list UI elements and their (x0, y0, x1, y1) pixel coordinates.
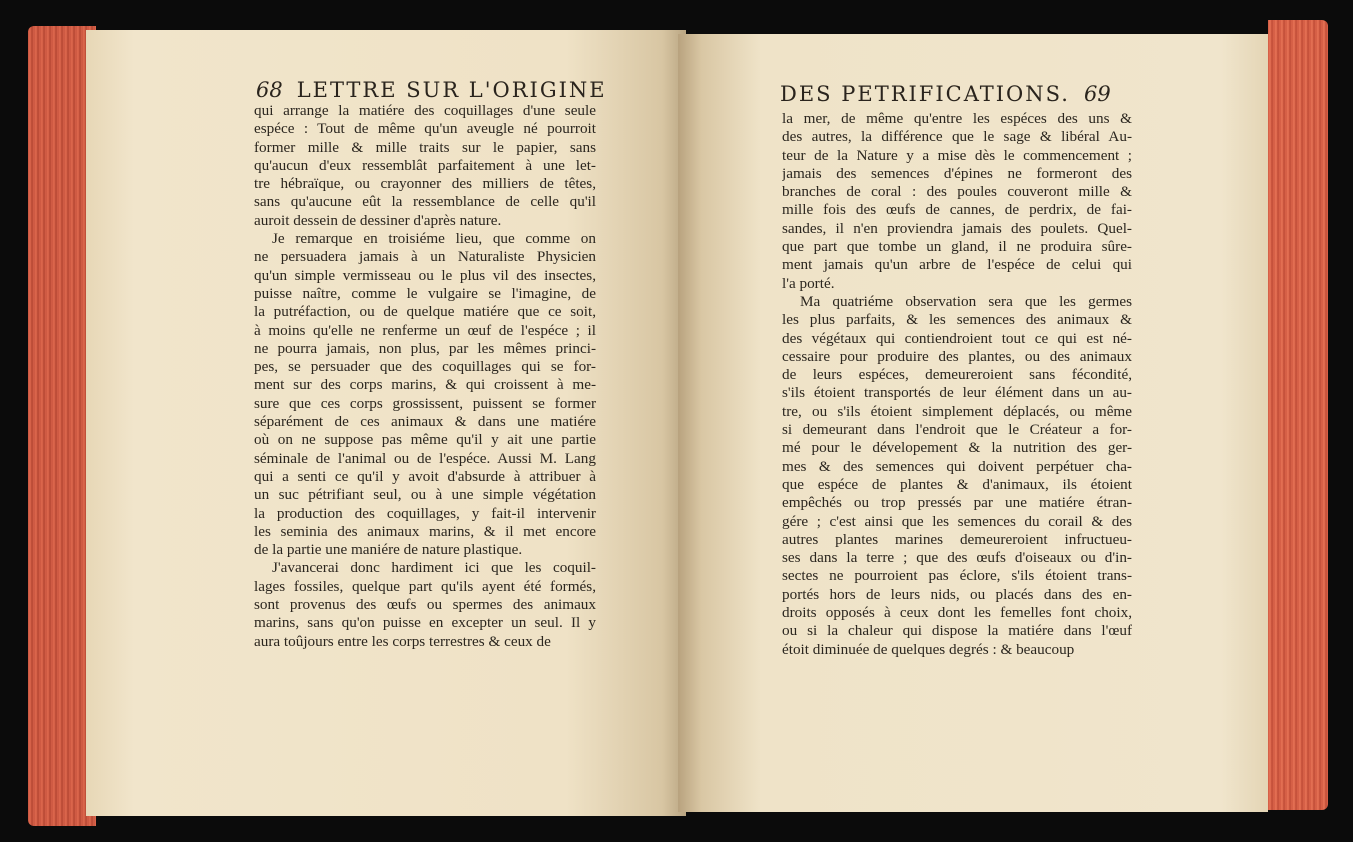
text-line: l'a porté. (782, 274, 835, 292)
text-line: ment sur des corps marins, & qui croissent à me- (254, 376, 596, 394)
text-line: des autres, la différence que le sage & libéral Au- (782, 128, 1132, 146)
text-line: les seminia des animaux marins, & il met encore (254, 522, 596, 540)
text-line: si demeurant dans l'endroit que le Créateur a for- (782, 421, 1132, 439)
text-line: tre, ou s'ils étoient simplement déplacés, ou même (782, 402, 1132, 420)
text-line: Ma quatriéme observation sera que les germes (800, 292, 1132, 310)
text-line: la putréfaction, ou de quelque matiére que ce soit, (254, 303, 596, 321)
open-book (28, 20, 1328, 828)
text-line: Je remarque en troisiéme lieu, que comme on (272, 230, 596, 248)
text-line: ment jamais qu'un arbre de l'espéce de celui qui (782, 256, 1132, 274)
text-line: de leurs espéces, demeureroient sans fécondité, (782, 366, 1132, 384)
text-line: droits opposés à ceux dont les femelles font choix, (782, 604, 1132, 622)
text-line: la mer, de même qu'entre les espéces des uns & (782, 110, 1132, 127)
right-page-header (780, 82, 1111, 106)
text-line: la production des coquillages, y fait-il intervenir (254, 504, 596, 522)
text-line: les plus parfaits, & les semences des animaux & (782, 311, 1132, 329)
text-line: J'avancerai donc hardiment ici que les coquil- (272, 559, 596, 577)
text-line: sectes ne pourroient pas éclore, s'ils étoient trans- (782, 567, 1132, 585)
right-page (678, 34, 1268, 812)
text-line: pes, se persuader que des coquillages qui se for- (254, 358, 596, 376)
text-line: qui arrange la matiére des coquillages d'une seule (254, 102, 596, 119)
text-line: sure que ces corps grossissent, puissent se former (254, 394, 596, 412)
text-line: ou si la chaleur qui dispose la matiére dans l'œuf (782, 622, 1132, 640)
text-line: gére ; c'est ainsi que les semences du corail & des (782, 512, 1132, 530)
text-line: mé pour le dévelopement & la nutrition des ger- (782, 439, 1132, 457)
left-running-title: LETTRE SUR L'ORIGINE (296, 78, 607, 102)
text-line: qu'aucun d'eux ressemblât parfaitement à une let- (254, 156, 596, 174)
left-page-header (256, 78, 607, 102)
text-line: sandes, il n'en proviendra jamais des poulets. Quel- (782, 219, 1132, 237)
right-page-number: 69 (1083, 82, 1111, 106)
text-line: teur de la Nature y a mise dès le commencement ; (782, 146, 1132, 164)
text-line: auroit dessein de dessiner d'après nature. (254, 211, 502, 229)
text-line: ne persuadera jamais à un Naturaliste Physicien (254, 248, 596, 266)
text-line: ne pourra jamais, non plus, par les mêmes princi- (254, 339, 596, 357)
text-line: tre hébraïque, ou crayonner des milliers de têtes, (254, 175, 596, 193)
text-line: cessaire pour produire des plantes, ou des animaux (782, 347, 1132, 365)
text-line: portés hors de leurs nids, ou placés dans des en- (782, 585, 1132, 603)
text-line: des végétaux qui contiendroient tout ce qui est né- (782, 329, 1132, 347)
text-line: branches de coral : des poules couveront mille & (782, 183, 1132, 201)
text-line: étoit diminuée de quelques degrés : & beaucoup (782, 640, 1075, 658)
text-line: aura toûjours entre les corps terrestres & ceux de (254, 632, 551, 650)
page-edges-right (1268, 20, 1328, 810)
text-line: un suc pétrifiant seul, ou à une simple végétation (254, 486, 596, 504)
left-page (86, 30, 686, 816)
text-line: autres plantes marines demeureroient infructueu- (782, 530, 1132, 548)
text-line: sans qu'aucune eût la ressemblance de celle qu'il (254, 193, 596, 211)
text-line: à moins qu'elle ne renferme un œuf de l'espéce ; il (254, 321, 596, 339)
text-line: s'ils étoient transportés de leur élément dans un au- (782, 384, 1132, 402)
text-line: sont provenus des œufs ou spermes des animaux (254, 596, 596, 614)
left-page-number: 68 (256, 78, 283, 102)
text-line: que part que tombe un gland, il ne produira sûre- (782, 238, 1132, 256)
text-line: marins, sans qu'on puisse en excepter un seul. Il y (254, 614, 596, 632)
text-line: séparément de ces animaux & dans une matiére (254, 413, 596, 431)
text-line: ses dans la terre ; que des œufs d'oiseaux ou d'in- (782, 549, 1132, 567)
text-line: former mille & mille traits sur le papier, sans (254, 138, 596, 156)
text-line: mille fois des œufs de cannes, de perdrix, de fai- (782, 201, 1132, 219)
text-line: qu'un simple vermisseau ou le plus vil des insectes, (254, 266, 596, 284)
text-line: que espéce de plantes & d'animaux, ils étoient (782, 475, 1132, 493)
text-line: jamais des semences d'épines ne formeront des (782, 164, 1132, 182)
text-line: de la partie une maniére de nature plastique. (254, 541, 523, 559)
right-page-body (782, 110, 1132, 659)
text-line: puisse naître, comme le vulgaire se l'imagine, de (254, 284, 596, 302)
text-line: empêchés ou trop pressés par une matiére étran- (782, 494, 1132, 512)
left-page-body (254, 102, 596, 651)
text-line: séminale de l'animal ou de l'espéce. Aussi M. Lang (254, 449, 596, 467)
text-line: mes & des semences qui doivent perpétuer cha- (782, 457, 1132, 475)
text-line: lages fossiles, quelque part qu'ils ayent été formés, (254, 577, 596, 595)
text-line: qui a senti ce qu'il y avoit d'absurde à attribuer à (254, 467, 596, 485)
text-line: où on ne suppose pas même qu'il y ait une partie (254, 431, 596, 449)
text-line: espéce : Tout de même qu'un aveugle né pourroit (254, 120, 596, 138)
right-running-title: DES PETRIFICATIONS. (780, 82, 1070, 106)
